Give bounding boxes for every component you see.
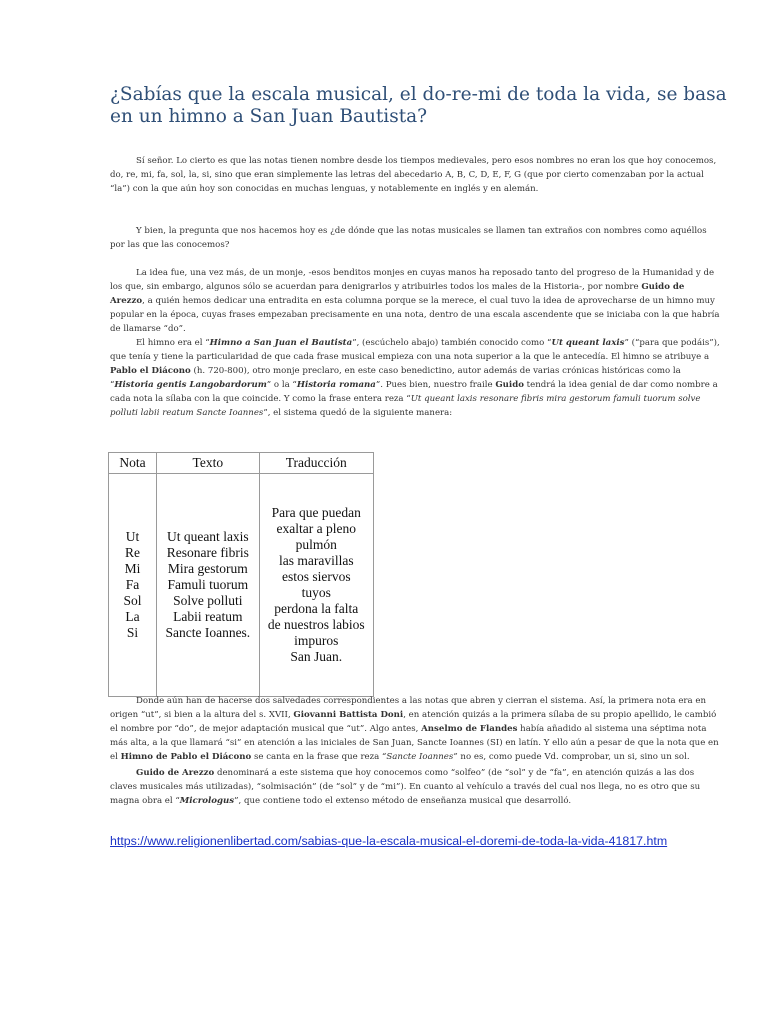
work-title: Historia gentis Langobardorum	[114, 380, 267, 390]
work-title: Historia romana	[296, 380, 376, 390]
paragraph-question	[110, 224, 722, 252]
hymn-incipit: Ut queant laxis	[551, 338, 625, 348]
name-doni: Giovanni Battista Doni	[293, 710, 404, 720]
text-run: denominará a este sistema que hoy conocemos como “solfeo” (de “sol” y de “fa”, en atención quizás a las dos claves musicales más utilizadas), “solmisación” (de “sol” y de “mi”). En cuanto al vehículo a través del cual nos llega, no es otro que su magna obra el “	[110, 768, 701, 806]
work-title: Micrologus	[179, 796, 235, 806]
text-run: El himno era el “	[136, 338, 210, 348]
translation-line: tuyos	[301, 585, 331, 600]
hymn-phrase: Ut queant laxis resonare fibris mira gestorum famuli tuorum solve polluti labii reatum Sancte Ioannes	[110, 394, 701, 418]
text-run: ” (“para que podáis”), que tenía y tiene la particularidad de que cada frase musical empieza con una nota superior a la que le antecedía. El himno se atribuye a	[110, 338, 720, 362]
text-run: ”, que contiene todo el extenso método de enseñanza musical que desarrolló.	[234, 796, 572, 806]
translation-line: las maravillas	[278, 553, 354, 568]
text-run: tendrá la idea genial de dar como nombre a cada nota la sílaba con la que coincide. Y como la frase entera reza “	[110, 380, 718, 404]
latin-line: Solve polluti	[173, 593, 243, 608]
note-name: Mi	[124, 561, 141, 576]
text-run: no es, como puede Vd. comprobar, un si, sino un sol.	[457, 752, 690, 762]
name-guido: Guido de Arezzo	[110, 282, 685, 306]
text-run: , en atención quizás a la primera sílaba de su propio apellido, le cambió el nombre por “do”, de mejor adaptación musical que “ut”. Algo antes,	[110, 710, 717, 734]
translation-line: perdona la falta	[274, 601, 359, 616]
latin-line: Labii reatum	[173, 609, 243, 624]
note-name: Re	[125, 545, 141, 560]
cell-texto	[157, 474, 259, 697]
note-name: La	[125, 609, 140, 624]
paragraph-hymn	[110, 336, 722, 420]
cell-traduccion	[259, 474, 373, 697]
note-name: Ut	[125, 529, 140, 544]
name-pablo: Pablo el Diácono	[110, 366, 191, 376]
name-guido: Guido	[495, 380, 524, 390]
translation-line: San Juan.	[290, 649, 343, 664]
note-name: Fa	[125, 577, 140, 592]
header-traduccion: Traducción	[259, 453, 373, 474]
text-run: ”, (escúchelo abajo) también conocido como “	[352, 338, 552, 348]
text-run: Donde aún han de hacerse dos salvedades correspondientes a las notas que abren y cierran el sistema. Así, la primera nota era en origen “ut”, si bien a la altura del s. XVII,	[110, 696, 706, 720]
table-row	[109, 474, 374, 697]
paragraph-intro	[110, 154, 722, 196]
latin-line: Mira gestorum	[167, 561, 248, 576]
solmization-table	[108, 452, 374, 697]
note-name: Si	[126, 625, 139, 640]
article-title: ¿Sabías que la escala musical, el do-re-mi de toda la vida, se basa en un himno a San Juan Bautista?	[110, 84, 727, 127]
latin-line: Sancte Ioannes.	[165, 625, 251, 640]
cell-notas	[109, 474, 157, 697]
paragraph-solfeo	[110, 766, 722, 808]
text-run: (h. 720-800), otro monje preclaro, en este caso benedictino, autor además de varias crónicas históricas como la “	[110, 366, 681, 390]
paragraph-text: Y bien, la pregunta que nos hacemos hoy es ¿de dónde que las notas musicales se llamen tan extraños con nombres como aquéllos por las que las conocemos?	[110, 226, 707, 250]
source-link[interactable]: https://www.religionenlibertad.com/sabias-que-la-escala-musical-el-doremi-de-toda-la-vida-41817.htm	[110, 834, 668, 848]
translation-line: pulmón	[295, 537, 337, 552]
hymn-reference: Himno de Pablo el Diácono	[120, 752, 252, 762]
text-run: ”. Pues bien, nuestro fraile	[375, 380, 496, 390]
text-run: ” o la “	[266, 380, 297, 390]
latin-line: Resonare fibris	[166, 545, 249, 560]
name-anselmo: Anselmo de Flandes	[421, 724, 518, 734]
text-run: ”, el sistema quedó de la siguiente manera:	[263, 408, 453, 418]
note-name: Sol	[123, 593, 142, 608]
latin-phrase: “Sancte Ioannes”	[382, 752, 458, 762]
name-guido: Guido de Arezzo	[136, 768, 215, 778]
hymn-title: Himno a San Juan el Bautista	[209, 338, 353, 348]
text-run: se canta en la frase que reza	[251, 752, 383, 762]
header-texto: Texto	[157, 453, 259, 474]
translation-line: Para que puedan	[271, 505, 361, 520]
translation-line: impuros	[294, 633, 339, 648]
translation-line: estos siervos	[281, 569, 351, 584]
latin-line: Ut queant laxis	[166, 529, 249, 544]
text-run: La idea fue, una vez más, de un monje, -esos benditos monjes en cuyas manos ha reposado tanto del progreso de la Humanidad y de los que, sin embargo, algunos sólo se acuerdan para denigrarlos y atribuirles todos los males de la Historia-, por nombre	[110, 268, 715, 292]
latin-line: Famuli tuorum	[167, 577, 249, 592]
text-run: , a quién hemos dedicar una entradita en esta columna porque se la merece, el cual tuvo la idea de aprovecharse de un himno muy popular en la época, cuyas frases empezaban precisamente en una nota, dentro de una escala ascendente que se iniciaba con la que habría de llamarse “do”.	[110, 296, 720, 334]
text-run: había añadido al sistema una séptima nota más alta, a la que llamará “si” en atención a las iniciales de San Juan, Sancte Ioannes (SI) en latín. Y ello aún a pesar de que la nota que en el	[110, 724, 719, 762]
translation-line: exaltar a pleno	[276, 521, 357, 536]
translation-line: de nuestros labios	[267, 617, 365, 632]
paragraph-monk	[110, 266, 722, 336]
paragraph-exceptions	[110, 694, 722, 764]
header-nota: Nota	[109, 453, 157, 474]
paragraph-text: Sí señor. Lo cierto es que las notas tienen nombre desde los tiempos medievales, pero esos nombres no eran los que hoy conocemos, do, re, mi, fa, sol, la, si, sino que eran simplemente las letras del abecedario A, B, C, D, E, F, G (que por cierto comenzaban por la actual “la”) con la que aún hoy son conocidas en muchas lenguas, y notablemente en inglés y en alemán.	[110, 156, 717, 194]
table-header-row	[109, 453, 374, 474]
